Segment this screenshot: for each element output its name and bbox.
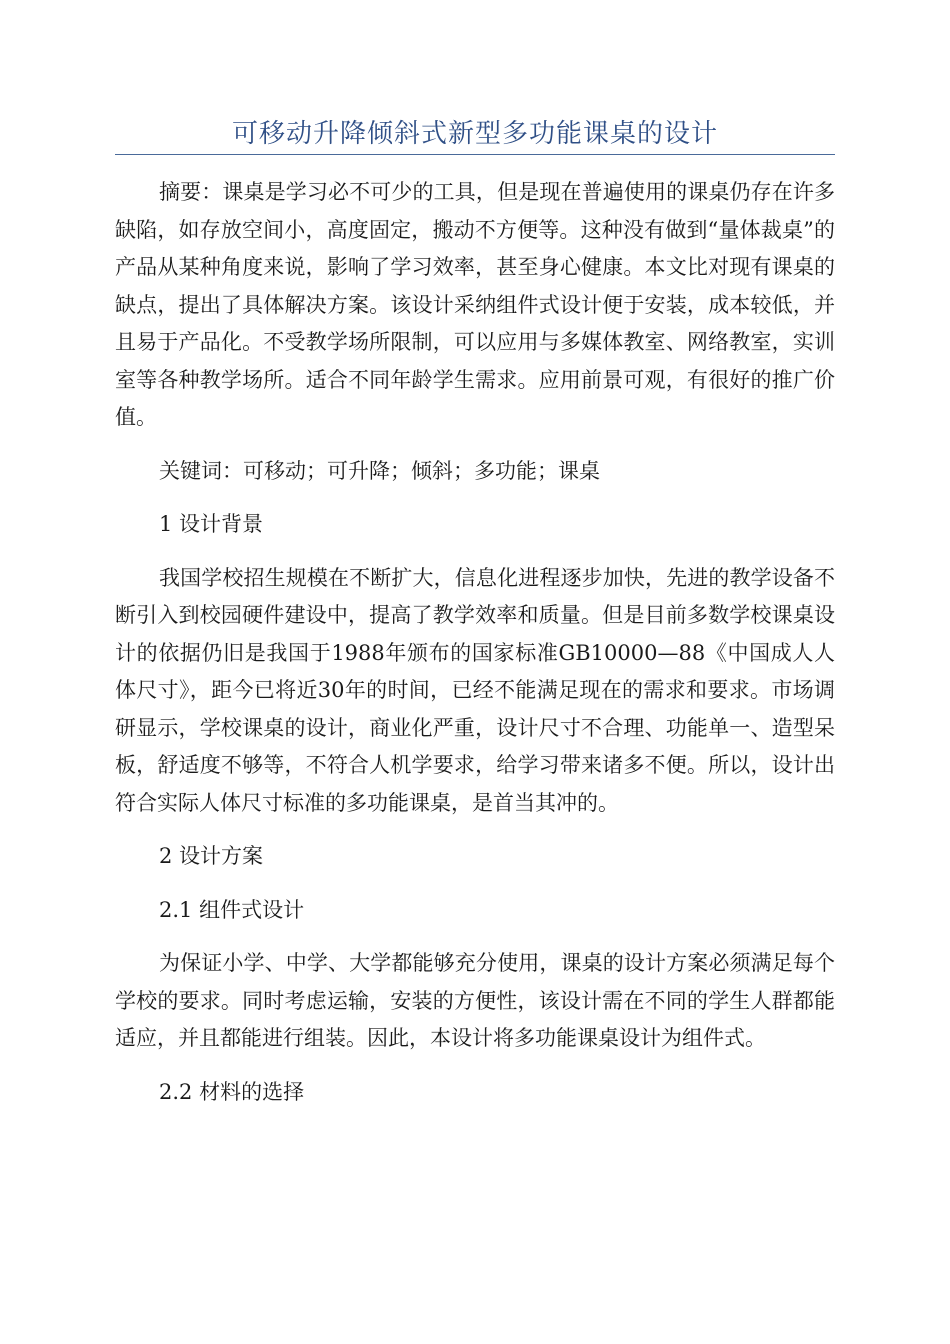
- section-heading-1: 1 设计背景: [159, 512, 264, 536]
- keywords-line: 关键词：可移动；可升降；倾斜；多功能；课桌: [159, 458, 600, 483]
- document-title: 可移动升降倾斜式新型多功能课桌的设计: [231, 119, 718, 149]
- abstract-paragraph: 摘要：课桌是学习必不可少的工具，但是现在普遍使用的课桌仍存在许多缺陷，如存放空间小，高度固定，搬动不方便等。这种没有做到“量体裁桌”的产品从某种角度来说，影响了学习效率，甚至身心健康。本文比对现有课桌的缺点，提出了具体解决方案。该设计采纳组件式设计便于安装，成本较低，并且易于产品化。不受教学场所限制，可以应用与多媒体教室、网络教室，实训室等各种教学场所。适合不同年龄学生需求。应用前景可观，有很好的推广价值。: [115, 180, 835, 429]
- section-heading-2: 2 设计方案: [159, 844, 264, 868]
- section-1-paragraph: 我国学校招生规模在不断扩大，信息化进程逐步加快，先进的教学设备不断引入到校园硬件建设中，提高了教学效率和质量。但是目前多数学校课桌设计的依据仍旧是我国于1988年颁布的国家标准GB10000—88《中国成人人体尺寸》，距今已将近30年的时间，已经不能满足现在的需求和要求。市场调研显示，学校课桌的设计，商业化严重，设计尺寸不合理、功能单一、造型呆板，舒适度不够等，不符合人机学要求，给学习带来诸多不便。所以，设计出符合实际人体尺寸标准的多功能课桌，是首当其冲的。: [115, 565, 835, 815]
- section-heading-2-2: 2.2 材料的选择: [159, 1079, 305, 1104]
- document-body: [115, 174, 835, 1111]
- section-2-1-paragraph: 为保证小学、中学、大学都能够充分使用，课桌的设计方案必须满足每个学校的要求。同时考虑运输，安装的方便性，该设计需在不同的学生人群都能适应，并且都能进行组装。因此，本设计将多功能课桌设计为组件式。: [115, 951, 835, 1050]
- section-heading-2-1: 2.1 组件式设计: [159, 897, 305, 922]
- title-underline: [115, 154, 835, 155]
